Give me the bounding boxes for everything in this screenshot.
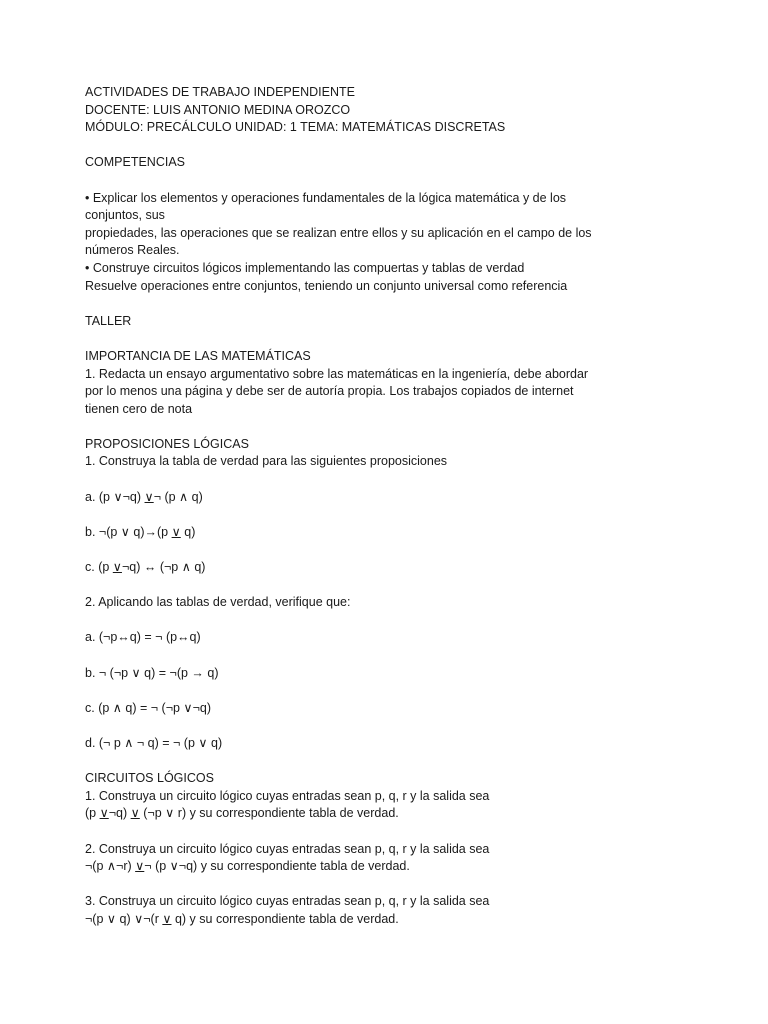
circuitos-heading: CIRCUITOS LÓGICOS [85, 771, 214, 786]
importancia-text: tienen cero de nota [85, 401, 193, 416]
header-module: MÓDULO: PRECÁLCULO UNIDAD: 1 TEMA: MATEMÁTICAS DISCRETAS [85, 120, 506, 135]
circuit-2-text: 2. Construya un circuito lógico cuyas entradas sean p, q, r y la salida sea [85, 841, 490, 856]
header-teacher: DOCENTE: LUIS ANTONIO MEDINA OROZCO [85, 102, 351, 117]
competencias-text: Resuelve operaciones entre conjuntos, teniendo un conjunto universal como referencia [85, 278, 568, 293]
header-title: ACTIVIDADES DE TRABAJO INDEPENDIENTE [85, 85, 355, 99]
competencias-text: propiedades, las operaciones que se realizan entre ellos y su aplicación en el campo de los [85, 225, 592, 240]
importancia-text: 1. Redacta un ensayo argumentativo sobre las matemáticas en la ingeniería, debe abordar [85, 366, 589, 381]
competencias-text: • Construye circuitos lógicos implementando las compuertas y tablas de verdad [85, 260, 525, 275]
verify-c: c. (p ∧ q) = ¬ (¬p ∨¬q) [85, 700, 211, 715]
proposiciones-heading: PROPOSICIONES LÓGICAS [85, 436, 249, 451]
circuit-3-text: 3. Construya un circuito lógico cuyas entradas sean p, q, r y la salida sea [85, 894, 490, 909]
document-page [85, 84, 725, 929]
competencias-text: números Reales. [85, 243, 180, 258]
proposition-a: a. (p ∨¬q) ∨¬ (p ∧ q) [85, 489, 203, 504]
circuit-3-expression: ¬(p ∨ q) ∨¬(r ∨ q) y su correspondiente tabla de verdad. [85, 911, 399, 926]
verify-a: a. (¬p↔q) = ¬ (p↔q) [85, 630, 201, 645]
circuit-1-expression: (p ∨¬q) ∨ (¬p ∨ r) y su correspondiente tabla de verdad. [85, 806, 399, 821]
importancia-text: por lo menos una página y debe ser de autoría propia. Los trabajos copiados de internet [85, 384, 574, 399]
circuit-2-expression: ¬(p ∧¬r) ∨¬ (p ∨¬q) y su correspondiente tabla de verdad. [85, 859, 410, 874]
proposition-b: b. ¬(p ∨ q)→(p ∨ q) [85, 524, 196, 539]
circuit-1-text: 1. Construya un circuito lógico cuyas entradas sean p, q, r y la salida sea [85, 788, 490, 803]
proposition-c: c. (p ∨¬q) ↔ (¬p ∧ q) [85, 560, 206, 575]
competencias-text: conjuntos, sus [85, 208, 165, 223]
proposiciones-question-2: 2. Aplicando las tablas de verdad, verifique que: [85, 595, 351, 610]
importancia-heading: IMPORTANCIA DE LAS MATEMÁTICAS [85, 348, 311, 363]
taller-heading: TALLER [85, 313, 132, 328]
proposiciones-question-1: 1. Construya la tabla de verdad para las siguientes proposiciones [85, 454, 448, 469]
verify-b: b. ¬ (¬p ∨ q) = ¬(p → q) [85, 665, 219, 680]
verify-d: d. (¬ p ∧ ¬ q) = ¬ (p ∨ q) [85, 735, 223, 750]
competencias-heading: COMPETENCIAS [85, 155, 186, 170]
competencias-text: • Explicar los elementos y operaciones fundamentales de la lógica matemática y de los [85, 190, 567, 205]
